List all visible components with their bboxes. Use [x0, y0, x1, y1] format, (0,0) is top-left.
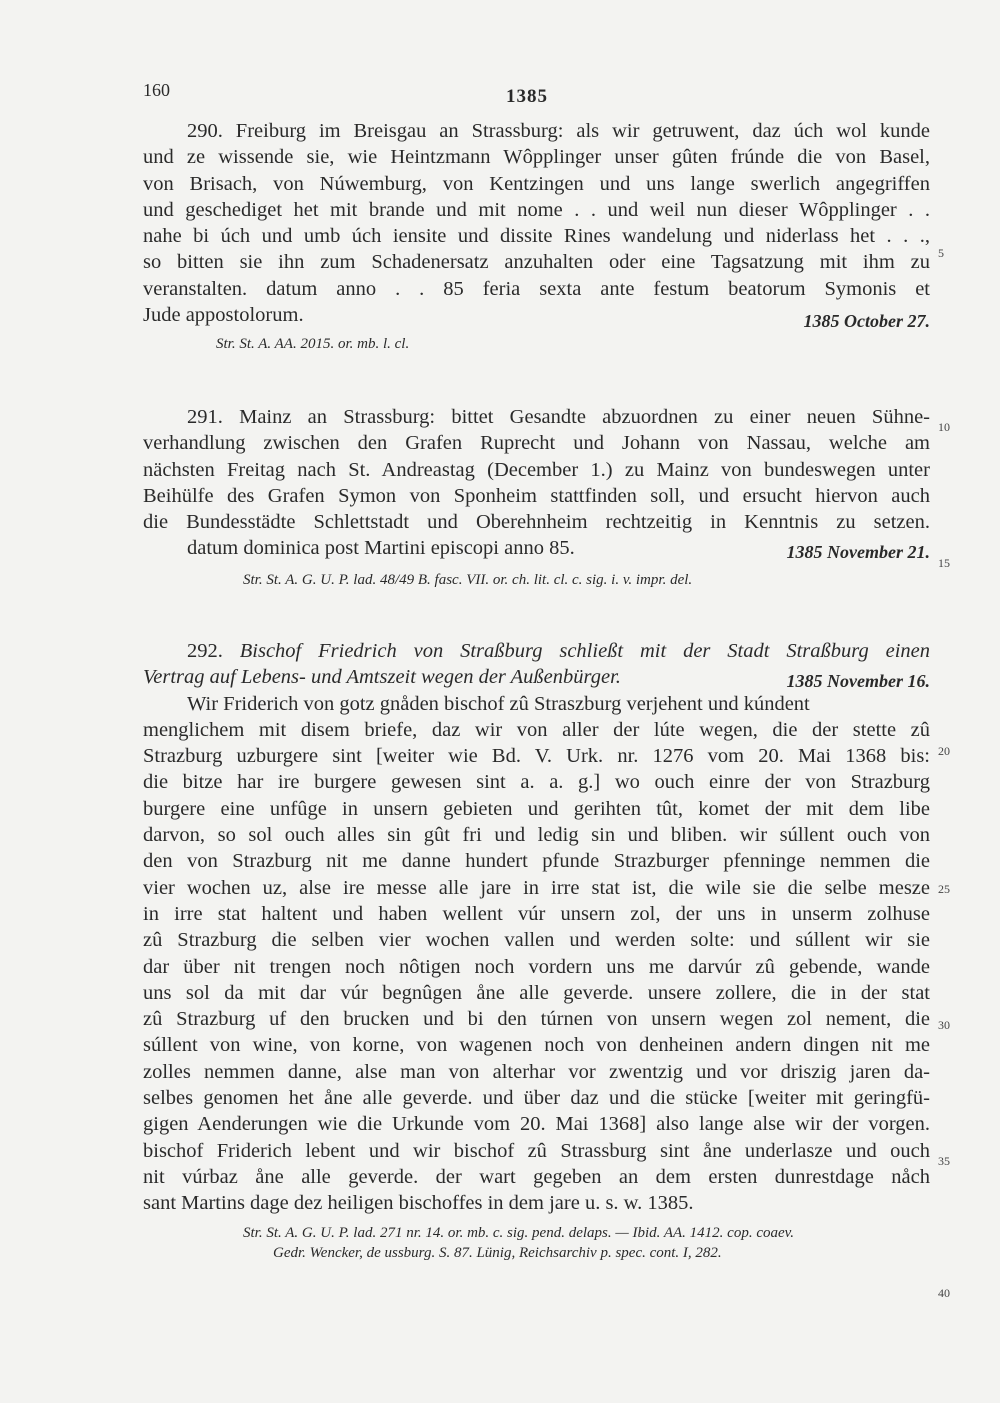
text-line: burgere eine unfûge in unsern gebieten und gerihten tût, komet der mit dem libe	[143, 797, 930, 820]
text-line: vier wochen uz, alse ire messe alle jare in irre stat ist, die wile sie die selbe mesze	[143, 876, 930, 899]
source-note: Str. St. A. G. U. P. lad. 48/49 B. fasc. VII. or. ch. lit. cl. c. sig. i. v. impr. del.	[243, 571, 693, 588]
text-line: Beihülfe des Grafen Symon von Sponheim stattfinden soll, und ersucht hiervon auch	[143, 484, 930, 507]
text-line: uns sol da mit dar vúr begnûgen åne alle geverde. unsere zollere, die in der stat	[143, 981, 930, 1004]
text-line: und ze wissende sie, wie Heintzmann Wôpplinger unser gûten frúnde die von Basel,	[143, 146, 930, 169]
text-line: zû Strazburg uf den brucken und bi den túrnen von unsern wegen zol nement, die	[143, 1008, 930, 1031]
text-line: zû Strazburg die selben vier wochen vallen und werden solte: und súllent wir sie	[143, 929, 930, 952]
margin-line-number: 15	[938, 556, 950, 570]
margin-line-number: 30	[938, 1018, 950, 1032]
text-line: von Brisach, von Núwemburg, von Kentzingen und uns lange swerlich angegriffen	[143, 172, 930, 195]
title-line	[143, 638, 930, 664]
text-line	[143, 535, 930, 561]
margin-line-number: 10	[938, 420, 950, 434]
margin-line-number: 35	[938, 1154, 950, 1168]
text-line	[143, 302, 930, 332]
source-note: Str. St. A. AA. 2015. or. mb. l. cl.	[216, 336, 410, 353]
text-line: den von Strazburg nit me danne hundert pfunde Strazburger pfenninge nemmen die	[143, 850, 930, 873]
text-line: súllent von wine, von korne, von wagenen noch von denheinen andern dingen nit me	[143, 1034, 930, 1057]
margin-line-number: 25	[938, 882, 950, 896]
entry-date: 1385 November 21.	[786, 542, 930, 563]
text-line: nächsten Freitag nach St. Andreastag (December 1.) zu Mainz von bundeswegen unter	[143, 458, 930, 481]
text-line: darvon, so sol ouch alles sin gût fri und ledig sin und bliben. wir súllent ouch von	[143, 824, 930, 847]
text-line: so bitten sie ihn zum Schadenersatz anzuhalten oder eine Tagsatzung mit ihm zu	[143, 251, 930, 274]
entry-number: 291.	[187, 406, 223, 428]
text-line: nahe bi úch und umb úch iensite und dissite Rines wandelung und niderlass het . . .,	[143, 225, 930, 248]
page-number: 160	[143, 80, 170, 100]
margin-line-number: 20	[938, 744, 950, 758]
text-line: zolles nemmen danne, alse man von alterhar vor zwentzig und vor driszig jaren da-	[143, 1060, 930, 1083]
entry-290	[143, 118, 930, 354]
text-span: Jude appostolorum.	[143, 304, 304, 327]
text-line: Strazburg uzburgere sint [weiter wie Bd. V. Urk. nr. 1276 vom 20. Mai 1368 bis:	[143, 745, 930, 768]
text-span: Vertrag auf Lebens- und Amtszeit wegen der Außenbürger.	[143, 666, 621, 689]
text-line: Wir Friderich von gotz gnåden bischof zû Straszburg verjehent und kúndent	[187, 692, 810, 715]
entry-number: 290.	[187, 120, 223, 142]
text-line: die bitze har ire burgere gewesen sint a. a. g.] wo ouch einre der von Strazburg	[143, 771, 930, 794]
text-line: und geschediget het mit brande und mit nome . . und weil nun dieser Wôpplinger . .	[143, 198, 930, 221]
entry-291	[143, 404, 930, 590]
running-title: 1385	[506, 86, 548, 107]
entry-date: 1385 October 27.	[803, 311, 930, 332]
text-line: dar über nit trengen noch nôtigen noch vordern uns me darvúr zû gebende, wande	[143, 955, 930, 978]
text-line: in irre stat haltent und haben wellent vúr unsern zol, der uns in unserm zolhuse	[143, 902, 930, 925]
text-line: gigen Aenderungen wie die Urkunde vom 20. Mai 1368] also lange alse wir der vorgen.	[143, 1113, 930, 1136]
text-span: datum dominica post Martini episcopi anno 85.	[187, 537, 575, 560]
text-line: sant Martins dage dez heiligen bischoffes in dem jare u. s. w. 1385.	[143, 1192, 694, 1215]
text-line	[143, 404, 930, 430]
text-line: selbes genomen het åne alle geverde. und über daz und die stücke [weiter mit geringfü-	[143, 1087, 930, 1110]
text-span: Freiburg im Breisgau an Strassburg: als wir getruwent, daz úch wol kunde	[235, 120, 930, 142]
text-line: bischof Friderich lebent und wir bischof zû Strassburg sint åne underlasze und ouch	[143, 1139, 930, 1162]
title-line	[143, 664, 930, 690]
text-line: nit vúrbaz åne alle geverde. der wart gegeben an dem ersten dunrestdage nåch	[143, 1165, 930, 1188]
entry-292	[143, 638, 930, 1263]
text-line: die Bundesstädte Schlettstadt und Oberehnheim rechtzeitig in Kenntnis zu setzen.	[143, 511, 930, 534]
text-span: Mainz an Strassburg: bittet Gesandte abzuordnen zu einer neuen Sühne-	[239, 406, 930, 428]
text-line: menglichem mit disem briefe, daz wir von aller der lúte wegen, die der stette zû	[143, 718, 930, 741]
margin-line-number: 5	[938, 246, 944, 260]
text-span: Bischof Friedrich von Straßburg schließt mit der Stadt Straßburg einen	[239, 640, 930, 662]
text-line: veranstalten. datum anno . . 85 feria sexta ante festum beatorum Symonis et	[143, 277, 930, 300]
source-note: Gedr. Wencker, de ussburg. S. 87. Lünig, Reichsarchiv p. spec. cont. I, 282.	[273, 1244, 722, 1261]
margin-line-number: 40	[938, 1286, 950, 1300]
text-line: verhandlung zwischen den Grafen Ruprecht und Johann von Nassau, welche am	[143, 432, 930, 455]
entry-date: 1385 November 16.	[786, 671, 930, 692]
source-note: Str. St. A. G. U. P. lad. 271 nr. 14. or. mb. c. sig. pend. delaps. — Ibid. AA. 1412. cop. coaev.	[243, 1224, 794, 1241]
entry-number: 292.	[187, 640, 223, 662]
text-line	[143, 118, 930, 144]
